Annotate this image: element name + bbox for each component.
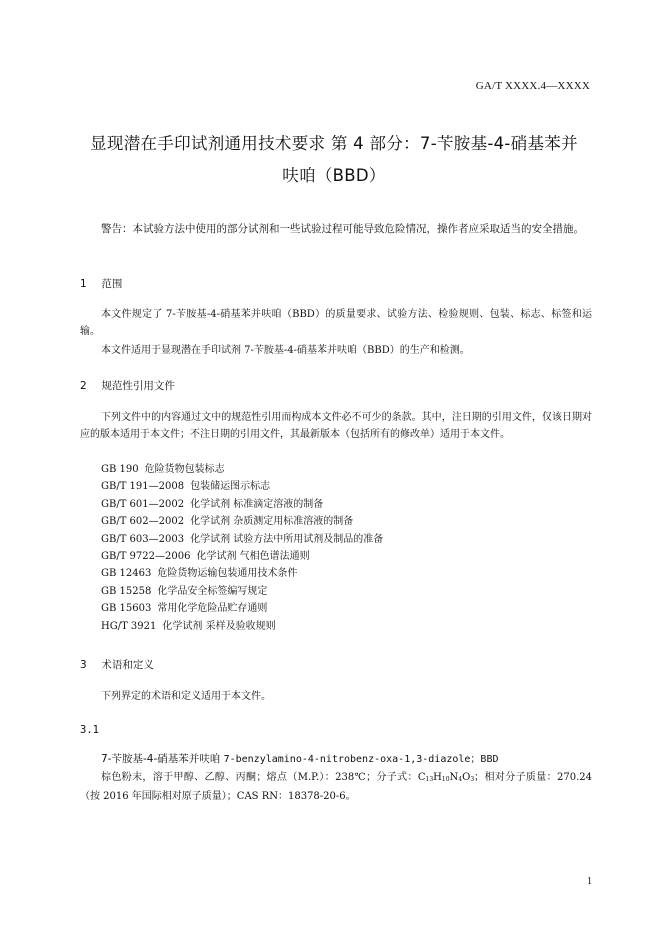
reference-item (101, 583, 383, 600)
reference-code: GB 190 (101, 464, 139, 475)
terms-intro: 下列界定的术语和定义适用于本文件。 (101, 691, 271, 702)
formula-hydrogen: H (433, 772, 442, 783)
reference-code: GB 12463 (101, 568, 152, 580)
reference-title: 化学品安全标签编写规定 (157, 585, 268, 597)
reference-item (101, 565, 383, 582)
formula-oxygen-count: 3 (470, 776, 475, 783)
term-definition (80, 769, 592, 805)
section-1-heading (80, 276, 122, 291)
title-line-2: 呋咱（BBD） (282, 166, 386, 185)
section-3-number: 3 (80, 659, 87, 671)
reference-item (101, 496, 383, 513)
reference-title: 危险货物运输包装通用技术条件 (157, 568, 298, 580)
reference-code: GB/T 602—2002 (101, 516, 185, 528)
term-entry (101, 750, 498, 766)
reference-title: 化学试剂 采样及验收规则 (162, 620, 276, 632)
reference-code: GB/T 603—2003 (101, 533, 185, 545)
formula-nitrogen-count: 4 (458, 776, 463, 783)
section-1-title: 范围 (101, 278, 123, 290)
definition-text-2: ；相对分子质量：270.24（按 2016 年国际相对原子质量）；CAS RN：18378-20-6。 (80, 772, 592, 802)
reference-item (101, 600, 383, 617)
safety-warning: 警告：本试验方法中使用的部分试剂和一些试验过程可能导致危险情况，操作者应采取适当的安全措施。 (101, 223, 584, 235)
reference-code: GB 15603 (101, 603, 152, 615)
reference-item (101, 513, 383, 530)
reference-title: 化学试剂 气相色谱法通则 (196, 551, 310, 563)
reference-title: 包装储运图示标志 (190, 481, 271, 493)
formula-nitrogen: N (449, 772, 459, 783)
section-3-heading (80, 657, 154, 672)
term-english: 7-benzylamino-4-nitrobenz-oxa-1,3-diazole；BBD (223, 754, 499, 765)
document-code: GA/T XXXX.4—XXXX (475, 80, 590, 92)
reference-code: GB/T 601—2002 (101, 498, 185, 510)
term-chinese: 7-苄胺基-4-硝基苯并呋咱 (101, 753, 221, 765)
formula-carbon-count: 13 (425, 776, 434, 783)
reference-title: 危险货物包装标志 (144, 464, 225, 475)
reference-title: 化学试剂 标准滴定溶液的制备 (190, 498, 324, 510)
reference-item (101, 548, 383, 565)
formula-hydrogen-count: 10 (441, 776, 450, 783)
clause-number: 3.1 (80, 724, 99, 736)
reference-item (101, 531, 383, 548)
reference-list (101, 461, 383, 635)
document-title (70, 128, 598, 192)
reference-code: GB 15258 (101, 585, 152, 597)
reference-code: HG/T 3921 (101, 620, 157, 632)
reference-item (101, 618, 383, 635)
section-3-title: 术语和定义 (101, 659, 154, 671)
section-2-number: 2 (80, 380, 87, 392)
definition-text-1: 棕色粉末，溶于甲醇、乙醇、丙酮；熔点（M.P.）：238℃；分子式：C (101, 772, 426, 783)
reference-title: 化学试剂 试验方法中所用试剂及制品的准备 (190, 533, 384, 545)
section-2-title: 规范性引用文件 (101, 380, 175, 392)
scope-paragraph-1: 本文件规定了 7-苄胺基-4-硝基苯并呋咱（BBD）的质量要求、试验方法、检验规则、包装、标志、标签和运输。 (80, 309, 592, 337)
reference-title: 常用化学危险品贮存通则 (157, 603, 268, 615)
reference-title: 化学试剂 杂质测定用标准溶液的制备 (190, 516, 354, 528)
formula-oxygen: O (462, 772, 471, 783)
section-1-number: 1 (80, 278, 87, 290)
normative-references-intro: 下列文件中的内容通过文中的规范性引用而构成本文件必不可少的条款。其中，注日期的引用文件，仅该日期对应的版本适用于本文件；不注日期的引用文件，其最新版本（包括所有的修改单）适用于本文件。 (80, 412, 592, 440)
reference-item (101, 461, 383, 478)
scope-paragraph-2: 本文件适用于显现潜在手印试剂 7-苄胺基-4-硝基苯并呋咱（BBD）的生产和检测。 (101, 345, 470, 356)
reference-code: GB/T 9722—2006 (101, 551, 191, 563)
reference-code: GB/T 191—2008 (101, 481, 185, 493)
reference-item (101, 478, 383, 495)
page-number: 1 (587, 876, 592, 887)
section-2-heading (80, 378, 175, 393)
title-line-1: 显现潜在手印试剂通用技术要求 第 4 部分：7-苄胺基-4-硝基苯并 (90, 134, 578, 153)
